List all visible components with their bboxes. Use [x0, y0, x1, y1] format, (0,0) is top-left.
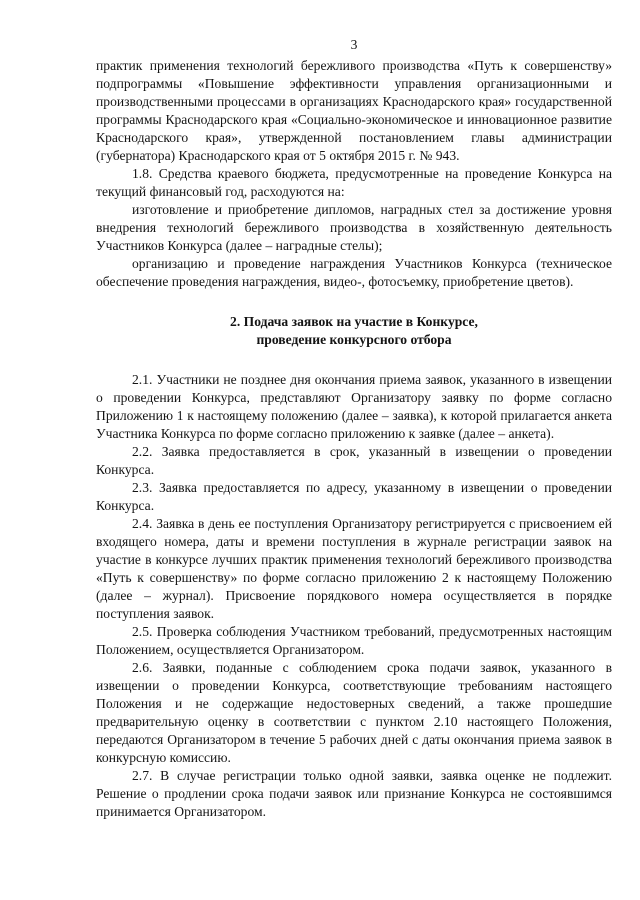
paragraph-1-7-continuation: практик применения технологий бережливого производства «Путь к совершенству» подпрограммы «Повышение эффективности управления организационными и производственными процессами в организациях Краснодарского края» государственной программы Краснодарского края «Социально-экономическое и инновационное развитие Краснодарского края», утвержденной постановлением главы администрации (губернатора) Краснодарского края от 5 октября 2015 г. № 943. — [96, 58, 612, 163]
paragraph-1-8-item-diplomas: изготовление и приобретение дипломов, наградных стел за достижение уровня внедрения технологий бережливого производства в хозяйственную деятельность Участников Конкурса (далее – наградные стелы); — [96, 202, 612, 253]
section-2-title-line-2: проведение конкурсного отбора — [256, 332, 452, 347]
document-page — [96, 36, 612, 821]
paragraph-2-6: 2.6. Заявки, поданные с соблюдением срока подачи заявок, указанного в извещении о проведении Конкурса, соответствующие требованиям настоящего Положения и не содержащие недостоверных сведений, а также прошедшие предварительную оценку в соответствии с пунктом 2.10 настоящего Положения, передаются Организатором в течение 5 рабочих дней с даты окончания приема заявок в конкурсную комиссию. — [96, 660, 612, 765]
paragraph-2-1: 2.1. Участники не позднее дня окончания приема заявок, указанного в извещении о проведении Конкурса, представляют Организатору заявку по форме согласно Приложению 1 к настоящему положению (далее – заявка), к которой прилагается анкета Участника Конкурса по форме согласно приложению к заявке (далее – анкета). — [96, 372, 612, 441]
paragraph-1-8: 1.8. Средства краевого бюджета, предусмотренные на проведение Конкурса на текущий финансовый год, расходуются на: — [96, 166, 612, 199]
page-number: 3 — [350, 37, 358, 52]
paragraph-1-8-item-ceremony: организацию и проведение награждения Участников Конкурса (техническое обеспечение проведения награждения, видео-, фотосъемку, приобретение цветов). — [96, 256, 612, 289]
paragraph-2-3: 2.3. Заявка предоставляется по адресу, указанному в извещении о проведении Конкурса. — [96, 480, 612, 513]
section-2-title-line-1: 2. Подача заявок на участие в Конкурсе, — [230, 314, 478, 329]
paragraph-2-2: 2.2. Заявка предоставляется в срок, указанный в извещении о проведении Конкурса. — [96, 444, 612, 477]
paragraph-2-4: 2.4. Заявка в день ее поступления Организатору регистрируется с присвоением ей входящего номера, даты и времени поступления в журнале регистрации заявок на участие в конкурсе лучших практик применения технологий бережливого производства «Путь к совершенству» по форме согласно приложению 2 к настоящему Положению (далее – журнал). Присвоение порядкового номера осуществляется в порядке поступления заявок. — [96, 516, 612, 621]
paragraph-2-5: 2.5. Проверка соблюдения Участником требований, предусмотренных настоящим Положением, осуществляется Организатором. — [96, 624, 612, 657]
paragraph-2-7: 2.7. В случае регистрации только одной заявки, заявка оценке не подлежит. Решение о продлении срока подачи заявок или признание Конкурса не состоявшимся принимается Организатором. — [96, 768, 612, 819]
